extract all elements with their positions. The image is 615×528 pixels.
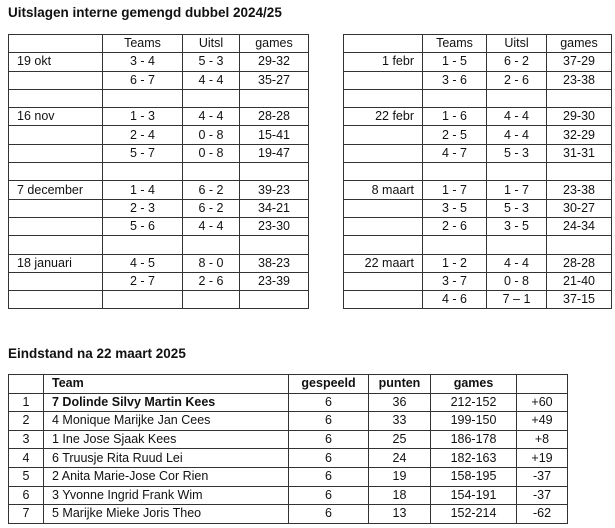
games-cell: 24-34	[547, 217, 612, 235]
result-row	[9, 144, 309, 162]
games-cell: 28-28	[240, 108, 309, 126]
punten-cell: 25	[369, 430, 431, 449]
result-row	[9, 71, 309, 89]
results-header-row	[9, 35, 309, 53]
uitsl-cell: 6 - 2	[183, 181, 240, 199]
teams-cell: 5 - 6	[103, 217, 183, 235]
uitsl-cell	[487, 89, 547, 107]
games-cell: 23-30	[240, 217, 309, 235]
teams-cell: 2 - 7	[103, 272, 183, 290]
punten-cell: 33	[369, 412, 431, 431]
diff-cell: +19	[517, 449, 568, 468]
rank-header	[9, 375, 44, 394]
teams-cell: 2 - 6	[423, 217, 487, 235]
games-cell: 39-23	[240, 181, 309, 199]
rank-cell: 2	[9, 412, 44, 431]
games-cell: 186-178	[431, 430, 517, 449]
punten-cell: 13	[369, 505, 431, 524]
team-cell: 5 Marijke Mieke Joris Theo	[44, 505, 289, 524]
result-row	[9, 254, 309, 272]
teams-cell: 1 - 6	[423, 108, 487, 126]
date-cell	[344, 163, 423, 181]
standings-row	[9, 393, 568, 412]
uitsl-cell: 0 - 8	[183, 126, 240, 144]
team-cell: 2 Anita Marie-Jose Cor Rien	[44, 467, 289, 486]
games-cell: 154-191	[431, 486, 517, 505]
gespeeld-cell: 6	[289, 393, 369, 412]
uitsl-cell: 4 - 4	[487, 126, 547, 144]
date-cell	[9, 291, 103, 309]
uitsl-cell	[183, 291, 240, 309]
uitsl-cell	[487, 236, 547, 254]
teams-cell	[103, 291, 183, 309]
games-header: games	[240, 35, 309, 53]
games-cell	[547, 89, 612, 107]
date-cell	[9, 71, 103, 89]
diff-cell: -62	[517, 505, 568, 524]
uitsl-cell: 1 - 7	[487, 181, 547, 199]
result-row	[344, 291, 612, 309]
date-cell: 19 okt	[9, 53, 103, 71]
games-cell: 15-41	[240, 126, 309, 144]
page-title: Uitslagen interne gemengd dubbel 2024/25	[8, 5, 282, 20]
diff-cell: -37	[517, 467, 568, 486]
teams-cell: 4 - 5	[103, 254, 183, 272]
uitsl-cell: 4 - 4	[183, 71, 240, 89]
teams-cell: 2 - 3	[103, 199, 183, 217]
games-cell: 199-150	[431, 412, 517, 431]
rank-cell: 1	[9, 393, 44, 412]
uitsl-cell: 4 - 4	[487, 254, 547, 272]
teams-cell: 3 - 4	[103, 53, 183, 71]
uitsl-cell: 6 - 2	[487, 53, 547, 71]
games-cell: 152-214	[431, 505, 517, 524]
games-cell: 37-29	[547, 53, 612, 71]
games-cell	[547, 163, 612, 181]
date-cell	[9, 144, 103, 162]
gespeeld-cell: 6	[289, 505, 369, 524]
teams-cell: 1 - 4	[103, 181, 183, 199]
uitsl-header: Uitsl	[487, 35, 547, 53]
date-cell	[9, 217, 103, 235]
result-row	[9, 89, 309, 107]
standings-header-row	[9, 375, 568, 394]
teams-cell: 6 - 7	[103, 71, 183, 89]
result-row	[344, 272, 612, 290]
date-cell	[344, 126, 423, 144]
team-cell: 7 Dolinde Silvy Martin Kees	[44, 393, 289, 412]
date-cell	[344, 217, 423, 235]
rank-cell: 3	[9, 430, 44, 449]
date-cell: 1 febr	[344, 53, 423, 71]
date-cell: 8 maart	[344, 181, 423, 199]
gespeeld-cell: 6	[289, 412, 369, 431]
result-row	[344, 199, 612, 217]
date-cell: 16 nov	[9, 108, 103, 126]
teams-cell: 1 - 3	[103, 108, 183, 126]
standings-title: Eindstand na 22 maart 2025	[8, 346, 186, 361]
standings-row	[9, 505, 568, 524]
games-cell: 32-29	[547, 126, 612, 144]
diff-cell: +60	[517, 393, 568, 412]
teams-cell: 1 - 7	[423, 181, 487, 199]
date-cell	[344, 144, 423, 162]
games-cell	[240, 163, 309, 181]
teams-cell: 1 - 2	[423, 254, 487, 272]
punten-cell: 19	[369, 467, 431, 486]
games-cell: 212-152	[431, 393, 517, 412]
result-row	[344, 53, 612, 71]
rank-cell: 5	[9, 467, 44, 486]
result-row	[9, 291, 309, 309]
teams-cell: 1 - 5	[423, 53, 487, 71]
result-row	[344, 89, 612, 107]
gespeeld-cell: 6	[289, 467, 369, 486]
teams-cell: 3 - 5	[423, 199, 487, 217]
games-cell	[547, 236, 612, 254]
result-row	[9, 108, 309, 126]
standings-row	[9, 412, 568, 431]
uitsl-cell	[487, 163, 547, 181]
result-row	[344, 217, 612, 235]
date-cell	[9, 199, 103, 217]
team-cell: 4 Monique Marijke Jan Cees	[44, 412, 289, 431]
standings-row	[9, 486, 568, 505]
date-cell	[344, 291, 423, 309]
result-row	[9, 53, 309, 71]
teams-cell: 5 - 7	[103, 144, 183, 162]
rank-cell: 7	[9, 505, 44, 524]
teams-cell	[423, 163, 487, 181]
date-cell	[9, 272, 103, 290]
date-cell: 7 december	[9, 181, 103, 199]
punten-cell: 36	[369, 393, 431, 412]
games-cell	[240, 89, 309, 107]
diff-cell: +8	[517, 430, 568, 449]
result-row	[9, 272, 309, 290]
result-row	[344, 254, 612, 272]
uitsl-cell: 7 – 1	[487, 291, 547, 309]
date-cell	[344, 236, 423, 254]
date-cell: 18 januari	[9, 254, 103, 272]
uitsl-cell: 4 - 4	[183, 217, 240, 235]
teams-cell: 2 - 5	[423, 126, 487, 144]
standings-table	[8, 374, 568, 524]
team-cell: 3 Yvonne Ingrid Frank Wim	[44, 486, 289, 505]
teams-cell	[423, 236, 487, 254]
games-cell: 31-31	[547, 144, 612, 162]
uitsl-cell: 0 - 8	[183, 144, 240, 162]
teams-cell	[103, 89, 183, 107]
team-header: Team	[44, 375, 289, 394]
result-row	[344, 181, 612, 199]
uitsl-cell: 2 - 6	[183, 272, 240, 290]
teams-header: Teams	[423, 35, 487, 53]
date-header	[344, 35, 423, 53]
result-row	[9, 181, 309, 199]
team-cell: 1 Ine Jose Sjaak Kees	[44, 430, 289, 449]
uitsl-cell	[183, 236, 240, 254]
date-cell	[9, 163, 103, 181]
games-cell: 182-163	[431, 449, 517, 468]
result-row	[344, 163, 612, 181]
games-cell: 35-27	[240, 71, 309, 89]
uitsl-cell: 3 - 5	[487, 217, 547, 235]
games-cell: 29-32	[240, 53, 309, 71]
gespeeld-cell: 6	[289, 430, 369, 449]
teams-cell: 4 - 7	[423, 144, 487, 162]
teams-cell	[423, 89, 487, 107]
date-cell	[344, 199, 423, 217]
standings-row	[9, 449, 568, 468]
uitsl-cell: 4 - 4	[183, 108, 240, 126]
uitsl-header: Uitsl	[183, 35, 240, 53]
result-row	[344, 144, 612, 162]
results-header-row	[344, 35, 612, 53]
uitsl-cell: 0 - 8	[487, 272, 547, 290]
games-cell: 23-38	[547, 181, 612, 199]
diff-header	[517, 375, 568, 394]
standings-row	[9, 467, 568, 486]
teams-cell	[103, 163, 183, 181]
punten-header: punten	[369, 375, 431, 394]
result-row	[344, 71, 612, 89]
punten-cell: 24	[369, 449, 431, 468]
result-row	[344, 126, 612, 144]
date-cell	[344, 89, 423, 107]
result-row	[9, 236, 309, 254]
teams-cell	[103, 236, 183, 254]
result-row	[344, 236, 612, 254]
games-cell: 34-21	[240, 199, 309, 217]
teams-cell: 4 - 6	[423, 291, 487, 309]
games-cell: 19-47	[240, 144, 309, 162]
uitsl-cell: 2 - 6	[487, 71, 547, 89]
date-cell	[344, 272, 423, 290]
date-header	[9, 35, 103, 53]
games-cell: 28-28	[547, 254, 612, 272]
games-cell	[240, 236, 309, 254]
rank-cell: 6	[9, 486, 44, 505]
games-header: games	[431, 375, 517, 394]
uitsl-cell: 6 - 2	[183, 199, 240, 217]
diff-cell: +49	[517, 412, 568, 431]
gespeeld-cell: 6	[289, 486, 369, 505]
date-cell: 22 maart	[344, 254, 423, 272]
uitsl-cell: 4 - 4	[487, 108, 547, 126]
results-table-left	[8, 34, 309, 309]
teams-header: Teams	[103, 35, 183, 53]
standings-row	[9, 430, 568, 449]
games-cell: 158-195	[431, 467, 517, 486]
gespeeld-header: gespeeld	[289, 375, 369, 394]
results-table-right	[343, 34, 612, 309]
date-cell: 22 febr	[344, 108, 423, 126]
diff-cell: -37	[517, 486, 568, 505]
gespeeld-cell: 6	[289, 449, 369, 468]
teams-cell: 2 - 4	[103, 126, 183, 144]
date-cell	[9, 89, 103, 107]
date-cell	[344, 71, 423, 89]
result-row	[344, 108, 612, 126]
date-cell	[9, 126, 103, 144]
games-cell	[240, 291, 309, 309]
team-cell: 6 Truusje Rita Ruud Lei	[44, 449, 289, 468]
punten-cell: 18	[369, 486, 431, 505]
uitsl-cell: 5 - 3	[487, 144, 547, 162]
games-cell: 30-27	[547, 199, 612, 217]
games-cell: 37-15	[547, 291, 612, 309]
games-cell: 23-39	[240, 272, 309, 290]
games-cell: 21-40	[547, 272, 612, 290]
uitsl-cell: 5 - 3	[487, 199, 547, 217]
games-cell: 29-30	[547, 108, 612, 126]
rank-cell: 4	[9, 449, 44, 468]
teams-cell: 3 - 6	[423, 71, 487, 89]
result-row	[9, 199, 309, 217]
uitsl-cell	[183, 163, 240, 181]
result-row	[9, 126, 309, 144]
games-cell: 38-23	[240, 254, 309, 272]
uitsl-cell: 5 - 3	[183, 53, 240, 71]
result-row	[9, 217, 309, 235]
uitsl-cell: 8 - 0	[183, 254, 240, 272]
result-row	[9, 163, 309, 181]
uitsl-cell	[183, 89, 240, 107]
date-cell	[9, 236, 103, 254]
teams-cell: 3 - 7	[423, 272, 487, 290]
games-cell: 23-38	[547, 71, 612, 89]
games-header: games	[547, 35, 612, 53]
